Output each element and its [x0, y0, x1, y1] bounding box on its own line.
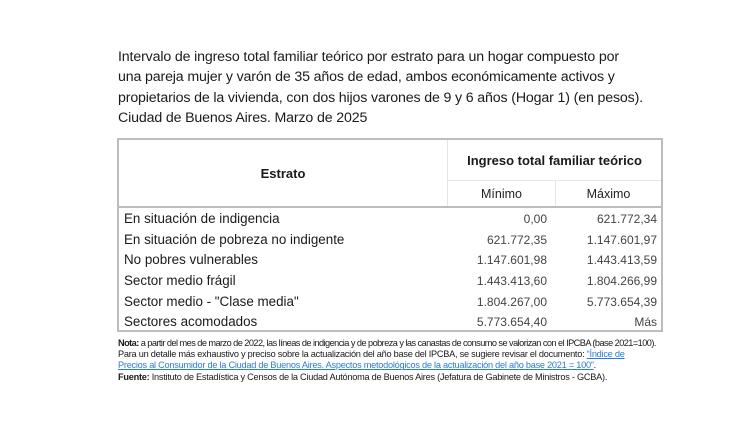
detail-line [118, 349, 666, 360]
cell-maximo: 5.773.654,39 [586, 294, 657, 309]
cell-estrato: Sectores acomodados [124, 314, 258, 330]
cell-maximo: 621.772,34 [596, 212, 657, 226]
note-line [118, 338, 666, 349]
link-line [118, 360, 666, 371]
cell-maximo: Más [634, 315, 657, 330]
cell-maximo: 1.443.413,59 [586, 253, 657, 268]
title-line: Ciudad de Buenos Aires. Marzo de 2025 [118, 109, 368, 126]
cell-estrato: No pobres vulnerables [124, 252, 258, 268]
footnotes [118, 338, 666, 383]
table-row [119, 250, 661, 271]
document-link-continued[interactable]: Precios al Consumidor de la Ciudad de Buenos Aires. Aspectos metodológicos de la actualización del año base 2021 = 100” [118, 360, 594, 371]
header-maximo: Máximo [586, 187, 631, 201]
cell-minimo: 1.443.413,60 [476, 274, 547, 289]
fuente-text: Instituto de Estadística y Censos de la Ciudad Autónoma de Buenos Aires (Jefatura de Gabinete de Ministros - GCBA). [149, 371, 608, 382]
link-end: . [593, 360, 596, 371]
table-row [119, 292, 661, 313]
title-line: propietarios de la vivienda, con dos hijos varones de 9 y 6 años (Hogar 1) (en pesos). [118, 89, 643, 106]
cell-estrato: En situación de indigencia [124, 211, 280, 226]
table-body [119, 209, 661, 333]
document-link[interactable]: “Índice de [586, 349, 625, 360]
nota-label: Nota: [118, 338, 139, 348]
cell-minimo: 1.804.267,00 [476, 294, 547, 309]
cell-estrato: Sector medio - "Clase media" [124, 293, 299, 309]
cell-maximo: 1.804.266,99 [586, 274, 657, 289]
table-row [119, 230, 661, 251]
title-line: una pareja mujer y varón de 35 años de edad, ambos económicamente activos y [118, 69, 615, 86]
cell-maximo: 1.147.601,97 [586, 232, 657, 247]
cell-estrato: En situación de pobreza no indigente [124, 231, 345, 247]
cell-minimo: 621.772,35 [486, 232, 547, 247]
detail-text: Para un detalle más exhaustivo y preciso sobre la actualización del año base del IPCBA, se sugiere revisar el documento: [118, 349, 587, 360]
cell-estrato: Sector medio frágil [124, 273, 236, 289]
table-row [119, 271, 661, 292]
title-line: Intervalo de ingreso total familiar teórico por estrato para un hogar compuesto por [118, 49, 619, 65]
table-row [119, 312, 661, 333]
cell-minimo: 5.773.654,40 [476, 315, 547, 330]
source-line [118, 372, 666, 383]
cell-minimo: 1.147.601,98 [476, 253, 547, 268]
header-minimo: Mínimo [481, 187, 522, 201]
nota-text: a partir del mes de marzo de 2022, las líneas de indigencia y de pobreza y las canastas de consumo se valorizan con el IPCBA (base 2021=100). [138, 338, 656, 348]
header-estrato: Estrato [260, 165, 306, 181]
header-group-ingreso: Ingreso total familiar teórico [448, 140, 661, 181]
table-row [119, 209, 661, 230]
table-title [118, 47, 658, 128]
header-separator [119, 206, 661, 208]
fuente-label: Fuente: [118, 371, 150, 382]
income-table [117, 138, 663, 332]
cell-minimo: 0,00 [523, 212, 547, 226]
